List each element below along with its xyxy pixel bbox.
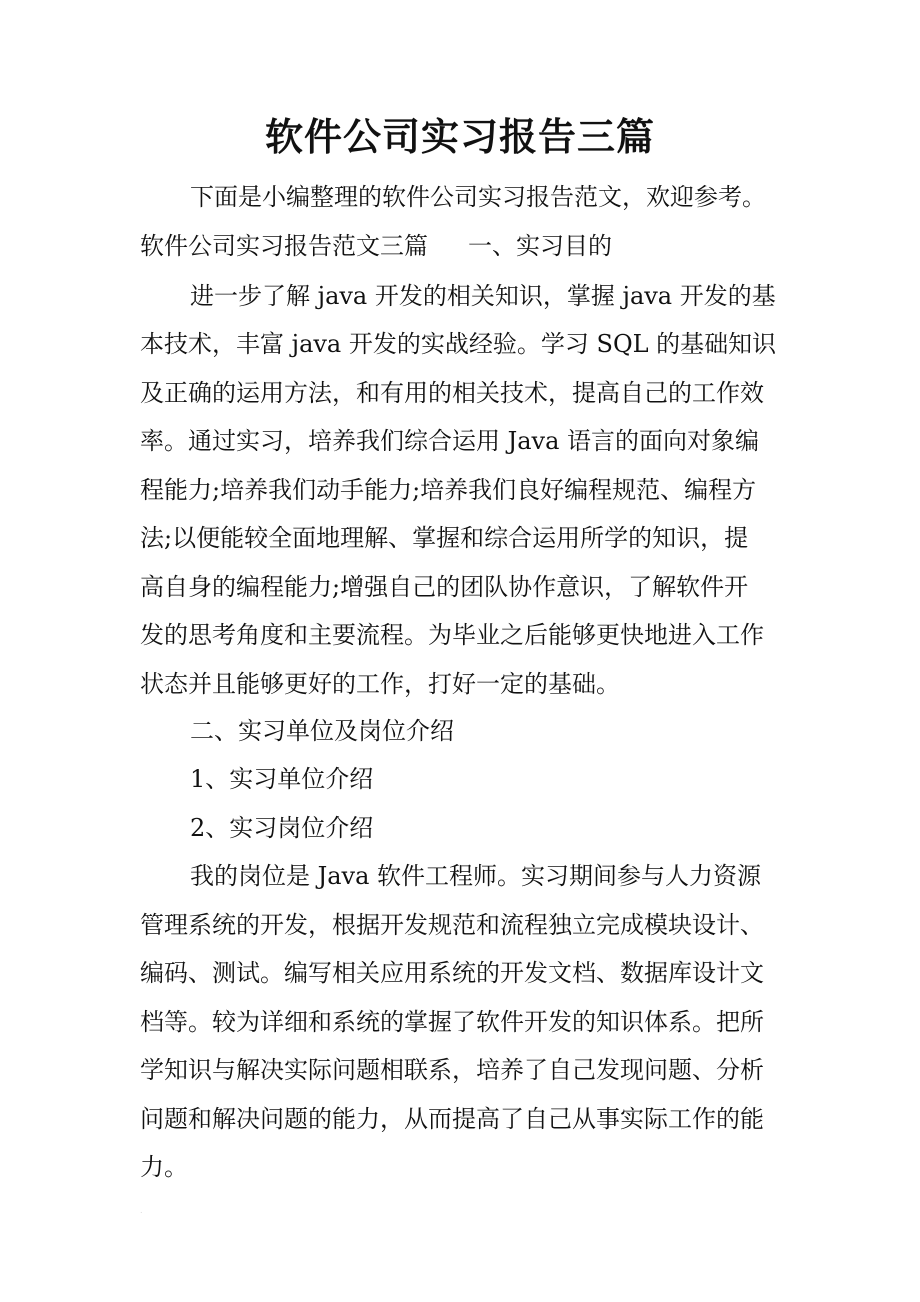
intro-text: 下面是小编整理的软件公司实习报告范文，欢迎参考。 — [190, 183, 766, 211]
paragraph-line: 法;以便能较全面地理解、掌握和综合运用所学的知识，提 — [140, 524, 749, 552]
paragraph-line: 我的岗位是 Java 软件工程师。实习期间参与人力资源 — [190, 862, 762, 890]
paragraph-line: 进一步了解 java 开发的相关知识，掌握 java 开发的基 — [190, 282, 776, 310]
footer-mark: . — [140, 1206, 143, 1215]
paragraph-line: 高自身的编程能力;增强自己的团队协作意识，了解软件开 — [140, 573, 749, 601]
paragraph-line: 力。 — [140, 1153, 188, 1181]
section-heading-2: 二、实习单位及岗位介绍 — [190, 717, 454, 745]
subsection-1: 1、实习单位介绍 — [190, 765, 374, 793]
paragraph-line: 管理系统的开发，根据开发规范和流程独立完成模块设计、 — [140, 911, 764, 939]
subtitle-left: 软件公司实习报告范文三篇 — [140, 232, 428, 260]
paragraph-line: 状态并且能够更好的工作，打好一定的基础。 — [140, 670, 620, 698]
paragraph-line: 编码、测试。编写相关应用系统的开发文档、数据库设计文 — [140, 959, 764, 987]
subtitle-right: 一、实习目的 — [468, 232, 612, 260]
paragraph-line: 及正确的运用方法，和有用的相关技术，提高自己的工作效 — [140, 379, 764, 407]
paragraph-line: 发的思考角度和主要流程。为毕业之后能够更快地进入工作 — [140, 621, 764, 649]
paragraph-line: 程能力;培养我们动手能力;培养我们良好编程规范、编程方 — [140, 476, 757, 504]
paragraph-line: 本技术，丰富 java 开发的实战经验。学习 SQL 的基础知识 — [140, 330, 777, 358]
page-title: 软件公司实习报告三篇 — [264, 114, 655, 159]
subsection-2: 2、实习岗位介绍 — [190, 814, 374, 842]
paragraph-line: 率。通过实习，培养我们综合运用 Java 语言的面向对象编 — [140, 427, 760, 455]
paragraph-line: 档等。较为详细和系统的掌握了软件开发的知识体系。把所 — [140, 1008, 764, 1036]
section-heading-line — [140, 231, 612, 261]
paragraph-line: 学知识与解决实际问题相联系，培养了自己发现问题、分析 — [140, 1056, 764, 1084]
paragraph-line: 问题和解决问题的能力，从而提高了自己从事实际工作的能 — [140, 1105, 764, 1133]
